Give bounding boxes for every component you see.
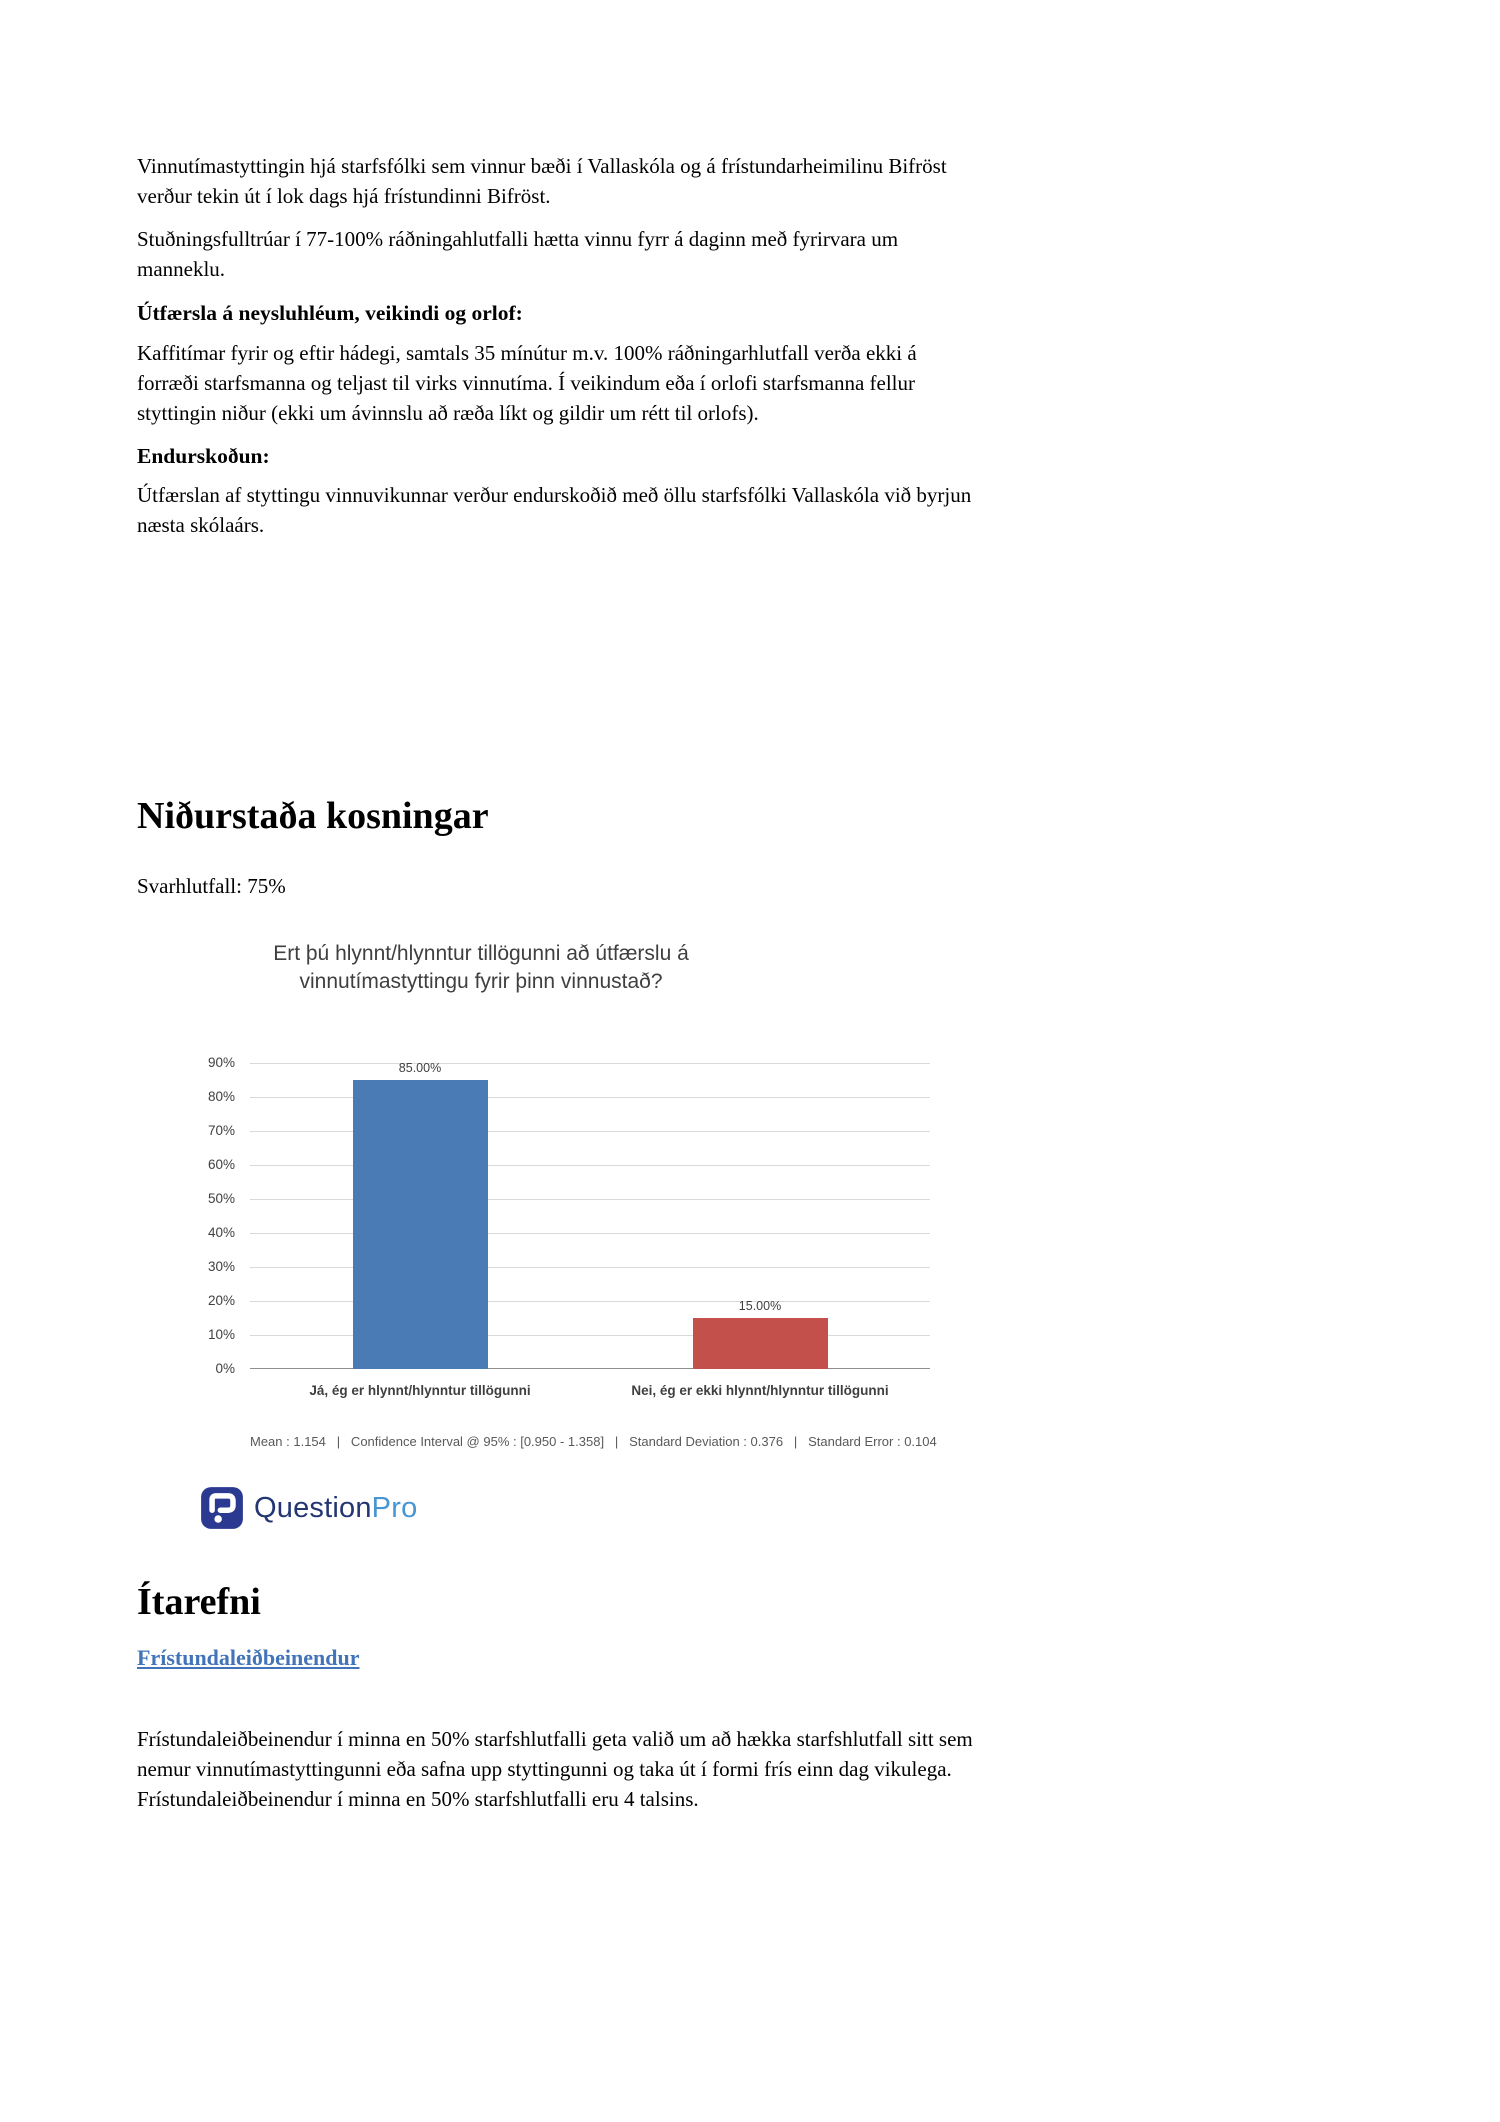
paragraph-review: Útfærslan af styttingu vinnuvikunnar verður endurskoðið með öllu starfsfólki Vallaskóla við byrjun næsta skólaárs.	[137, 483, 972, 537]
paragraph-worktime-vallaskola: Vinnutímastyttingin hjá starfsfólki sem vinnur bæði í Vallaskóla og á frístundarheimilinu Bifröst verður tekin út í lok dags hjá frístundinni Bifröst.	[137, 154, 947, 208]
paragraph-support-staff: Stuðningsfulltrúar í 77-100% ráðningahlutfalli hætta vinnu fyrr á daginn með fyrirvara um manneklu.	[137, 227, 899, 281]
category-label-no: Nei, ég er ekki hlynnt/hlynntur tillögunni	[631, 1383, 889, 1398]
questionpro-wordmark	[254, 1492, 417, 1525]
chart-title: Ert þú hlynnt/hlynntur tillögunni að útfærslu á vinnutímastyttingu fyrir þinn vinnustað?	[273, 942, 689, 993]
heading-review: Endurskoðun:	[137, 443, 270, 468]
fristundaleidbeinendur-link[interactable]: Frístundaleiðbeinendur	[137, 1645, 360, 1670]
bar-0	[353, 1080, 488, 1369]
gridline-90	[250, 1063, 930, 1064]
bar-1	[693, 1318, 828, 1369]
ytick-10: 10%	[207, 1327, 235, 1342]
chart-x-labels	[250, 1383, 930, 1398]
logo-text-pro: Pro	[371, 1491, 418, 1524]
category-label-yes: Já, ég er hlynnt/hlynntur tillögunni	[309, 1383, 531, 1398]
questionpro-logo	[200, 1486, 417, 1530]
chart-y-axis	[137, 1055, 235, 1376]
ytick-50: 50%	[207, 1191, 235, 1206]
logo-text-question: Question	[254, 1491, 372, 1524]
chart-plot	[250, 1063, 930, 1369]
heading-election-results: Niðurstaða kosningar	[137, 795, 489, 838]
heading-extra-material: Ítarefni	[137, 1581, 261, 1624]
ytick-20: 20%	[207, 1293, 235, 1308]
bar-value-label-1: 15.00%	[738, 1299, 782, 1313]
ytick-80: 80%	[207, 1089, 235, 1104]
heading-consumption-breaks: Útfærsla á neysluhléum, veikindi og orlof:	[137, 300, 523, 325]
paragraph-leisure-instructors: Frístundaleiðbeinendur í minna en 50% starfshlutfalli geta valið um að hækka starfshlutfall sitt sem nemur vinnutímastyttingunni eða safna upp styttingunni og taka út í formi frís einn dag vikulega. Frístundaleiðbeinendur í minna en 50% starfshlutfalli eru 4 talsins.	[137, 1727, 973, 1811]
ytick-0: 0%	[215, 1361, 235, 1376]
paragraph-coffee-breaks: Kaffitímar fyrir og eftir hádegi, samtals 35 mínútur m.v. 100% ráðningarhlutfall verða ekki á forræði starfsmanna og teljast til virks vinnutíma. Í veikindum eða í orlofi starfsmanna fellur styttingin niður (ekki um ávinnslu að ræða líkt og gildir um rétt til orlofs).	[137, 341, 917, 425]
response-rate-text: Svarhlutfall: 75%	[137, 874, 286, 898]
ytick-40: 40%	[207, 1225, 235, 1240]
chart-statistics-line: Mean : 1.154 | Confidence Interval @ 95% : [0.950 - 1.358] | Standard Deviation : 0.376 | Standard Error : 0.104	[250, 1434, 937, 1449]
ytick-70: 70%	[207, 1123, 235, 1138]
ytick-90: 90%	[207, 1055, 235, 1070]
ytick-60: 60%	[207, 1157, 235, 1172]
ytick-30: 30%	[207, 1259, 235, 1274]
questionpro-icon	[200, 1486, 244, 1530]
survey-result-chart	[137, 930, 967, 1475]
bar-value-label-0: 85.00%	[398, 1061, 442, 1075]
